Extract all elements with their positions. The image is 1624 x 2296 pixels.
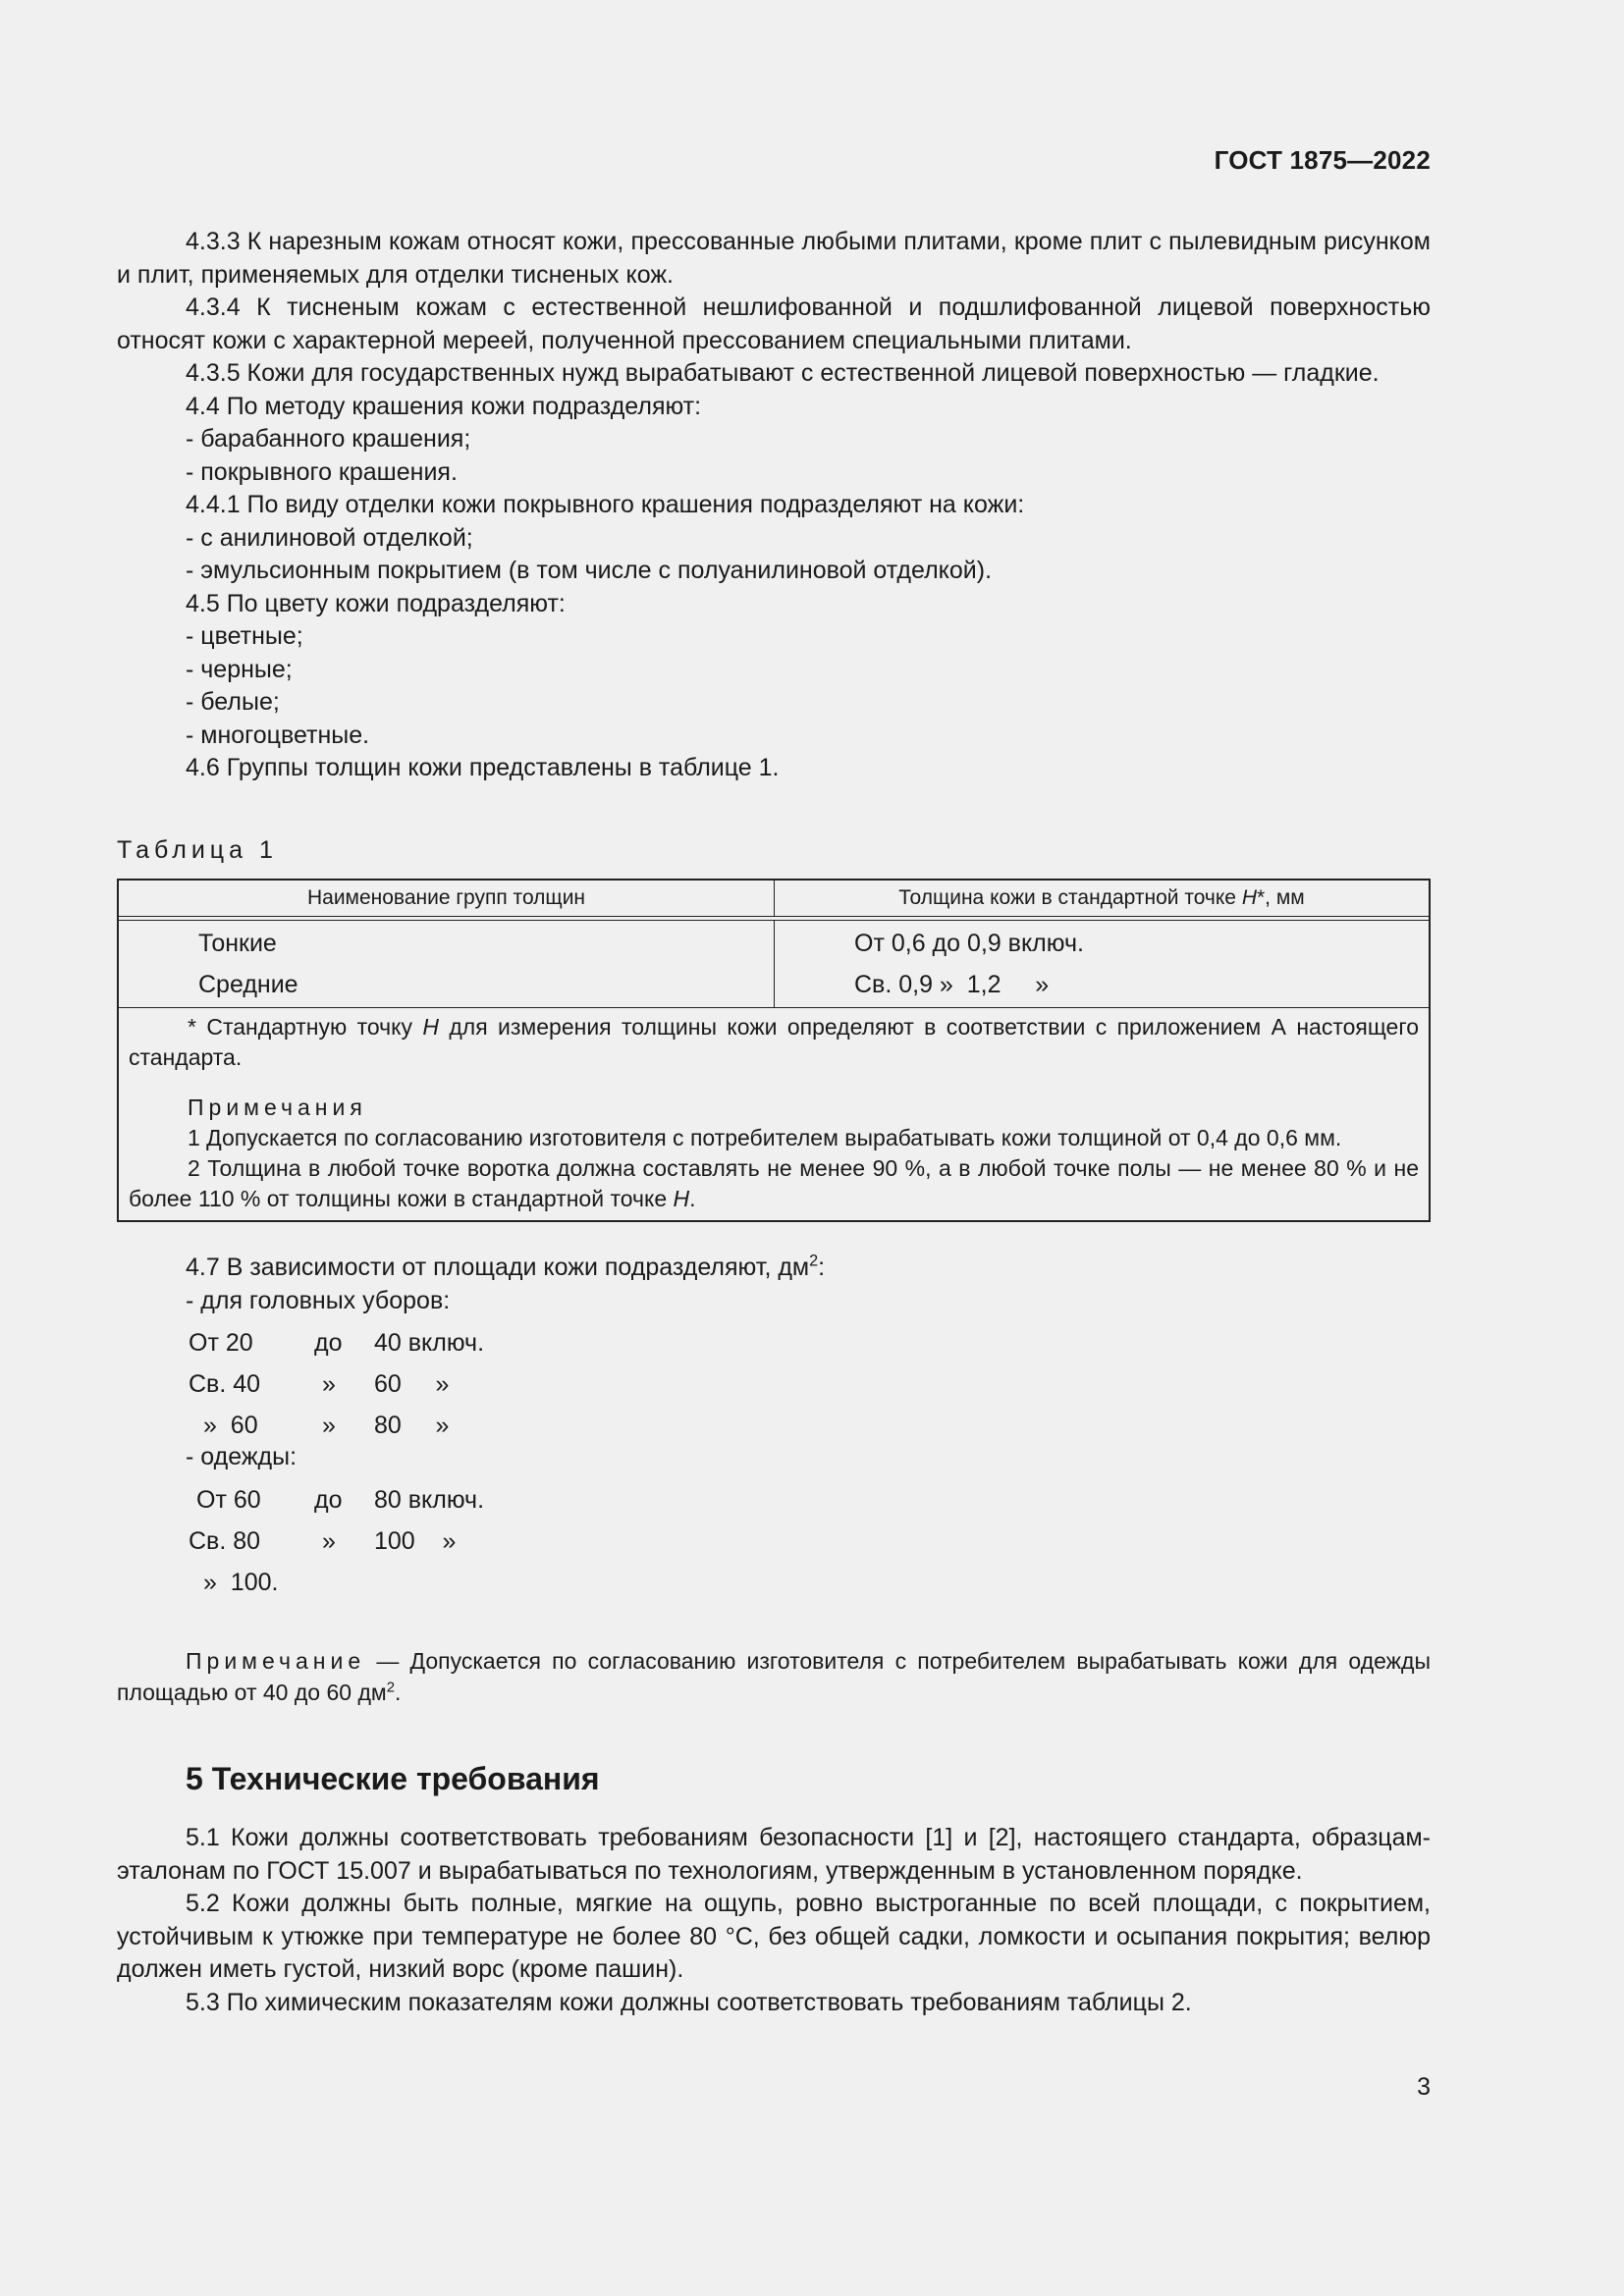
footnote-text: для измерения толщины кожи определяют в соответствии с приложением А настоящего стандарта. — [129, 1014, 1419, 1070]
clothes-label: - одежды: — [186, 1443, 298, 1470]
area-note-paragraph — [117, 1645, 1431, 1708]
paragraph-5-2: 5.2 Кожи должны быть полные, мягкие на ощупь, ровно выстроганные по всей площади, с покрытием, устойчивым к утюжке при температуре не более 80 °С, без общей садки, ломкости и осыпания покрытия; велюр должен иметь густой, низкий ворс (кроме пашин). — [117, 1890, 1431, 1983]
table-note-1: 1 Допускается по согласованию изготовителя с потребителем вырабатывать кожи толщиной от 0,4 до 0,6 мм. — [188, 1125, 1342, 1150]
note-text: — Допускается по согласованию изготовителя с потребителем вырабатывать кожи для одежды площадью от 40 до 60 дм — [117, 1648, 1431, 1705]
paragraph-4-3-4: 4.3.4 К тисненым кожам с естественной нешлифованной и подшлифованной лицевой поверхностью относят кожи с характерной мереей, полученной прессованием специальными плитами. — [117, 294, 1431, 354]
clothes-label-block — [117, 1441, 297, 1474]
note-var: H — [673, 1186, 690, 1211]
body-text-section-5 — [117, 1822, 1431, 2019]
area-cell: до — [314, 1486, 343, 1514]
paragraph-4-7 — [117, 1252, 825, 1285]
list-item: - цветные; — [186, 622, 303, 650]
table-header-cell: Наименование групп толщин — [119, 881, 775, 916]
table-column-names — [119, 921, 775, 1007]
table-header-cell — [775, 881, 1429, 916]
area-cell: 80 включ. — [374, 1486, 485, 1514]
paragraph-4-4-1: 4.4.1 По виду отделки кожи покрывного крашения подразделяют на кожи: — [186, 491, 1025, 518]
area-cell: От 60 — [196, 1486, 261, 1514]
footnote-text: * Стандартную точку — [188, 1014, 423, 1040]
list-item: - эмульсионным покрытием (в том числе с полуанилиновой отделкой). — [186, 557, 993, 584]
clothes-rows — [117, 1479, 706, 1603]
area-cell: 100 » — [374, 1527, 457, 1555]
area-cell: Св. 80 — [189, 1527, 261, 1555]
note-text: 2 Толщина в любой точке воротка должна составлять не менее 90 %, а в любой точке полы — не менее 80 % и не более 110 % от толщины кожи в стандартной точке — [129, 1155, 1419, 1211]
table-body — [119, 921, 1429, 1008]
paragraph-4-6: 4.6 Группы толщин кожи представлены в таблице 1. — [186, 754, 780, 781]
area-cell: От 20 — [189, 1329, 253, 1357]
table-footnote — [129, 1012, 1419, 1073]
hats-rows — [117, 1322, 706, 1446]
list-item: - черные; — [186, 655, 293, 683]
table-note-2 — [129, 1153, 1419, 1214]
area-cell: » 100. — [203, 1569, 279, 1596]
header-text: *, мм — [1256, 886, 1305, 909]
table-footnotes — [119, 1008, 1429, 1220]
paragraph-4-4: 4.4 По методу крашения кожи подразделяют: — [186, 392, 702, 420]
area-cell: 60 » — [374, 1370, 450, 1398]
list-item: - многоцветные. — [186, 721, 370, 749]
area-cell: 40 включ. — [374, 1329, 485, 1357]
area-row — [117, 1405, 706, 1446]
list-item: - покрывного крашения. — [186, 457, 458, 486]
text: 4.7 В зависимости от площади кожи подразделяют, дм — [186, 1254, 810, 1281]
table-column-values — [775, 921, 1429, 1007]
area-row — [117, 1363, 706, 1405]
area-cell: до — [314, 1329, 343, 1357]
paragraph-5-3: 5.3 По химическим показателям кожи должны соответствовать требованиям таблицы 2. — [186, 1988, 1192, 2016]
table-cell: Тонкие — [198, 930, 277, 957]
page-number: 3 — [1417, 2073, 1431, 2101]
area-section — [117, 1252, 825, 1317]
area-cell: 80 » — [374, 1412, 450, 1439]
area-cell: » — [322, 1412, 336, 1439]
paragraph-5-1: 5.1 Кожи должны соответствовать требованиям безопасности [1] и [2], настоящего стандарта, образцам-эталонам по ГОСТ 15.007 и вырабатываться по технологиям, утвержденным в установленном порядке. — [117, 1824, 1431, 1885]
table-cell: От 0,6 до 0,9 включ. — [854, 930, 1084, 957]
list-item: - с анилиновой отделкой; — [186, 523, 473, 552]
table-cell: Св. 0,9 » 1,2 » — [854, 971, 1050, 998]
area-cell: Св. 40 — [189, 1370, 261, 1398]
note-label: Примечание — [186, 1648, 366, 1674]
area-row — [117, 1479, 706, 1521]
note-text: . — [395, 1680, 402, 1705]
table-1 — [117, 879, 1431, 1222]
footnote-var: H — [422, 1014, 439, 1040]
paragraph-4-3-3: 4.3.3 К нарезным кожам относят кожи, прессованные любыми плитами, кроме плит с пылевидным рисунком и плит, применяемых для отделки тисненых кож. — [117, 228, 1431, 289]
header-var: H — [1241, 886, 1257, 909]
paragraph-4-3-5: 4.3.5 Кожи для государственных нужд вырабатывают с естественной лицевой поверхностью — гладкие. — [186, 359, 1380, 387]
area-cell: » 60 — [203, 1412, 258, 1439]
superscript: 2 — [809, 1252, 819, 1270]
table-caption: Таблица 1 — [117, 836, 278, 864]
superscript: 2 — [386, 1679, 395, 1696]
section-5-title: 5 Технические требования — [186, 1761, 600, 1796]
area-note — [117, 1645, 1431, 1708]
paragraph-4-5: 4.5 По цвету кожи подразделяют: — [186, 589, 566, 617]
area-cell: » — [322, 1527, 336, 1555]
list-item: - барабанного крашения; — [186, 425, 471, 453]
hats-label: - для головных уборов: — [186, 1286, 451, 1314]
note-text: . — [689, 1186, 696, 1211]
area-cell: » — [322, 1370, 336, 1398]
document-header: ГОСТ 1875—2022 — [1214, 145, 1431, 175]
notes-heading: Примечания — [188, 1095, 367, 1120]
table-header-row — [119, 881, 1429, 917]
area-row — [117, 1521, 706, 1562]
list-item: - белые; — [186, 688, 280, 716]
body-text-top — [117, 226, 1431, 785]
area-row — [117, 1322, 706, 1363]
table-cell: Средние — [198, 971, 298, 998]
text: : — [818, 1254, 826, 1281]
header-text: Толщина кожи в стандартной точке — [898, 886, 1236, 909]
area-row — [117, 1562, 706, 1603]
